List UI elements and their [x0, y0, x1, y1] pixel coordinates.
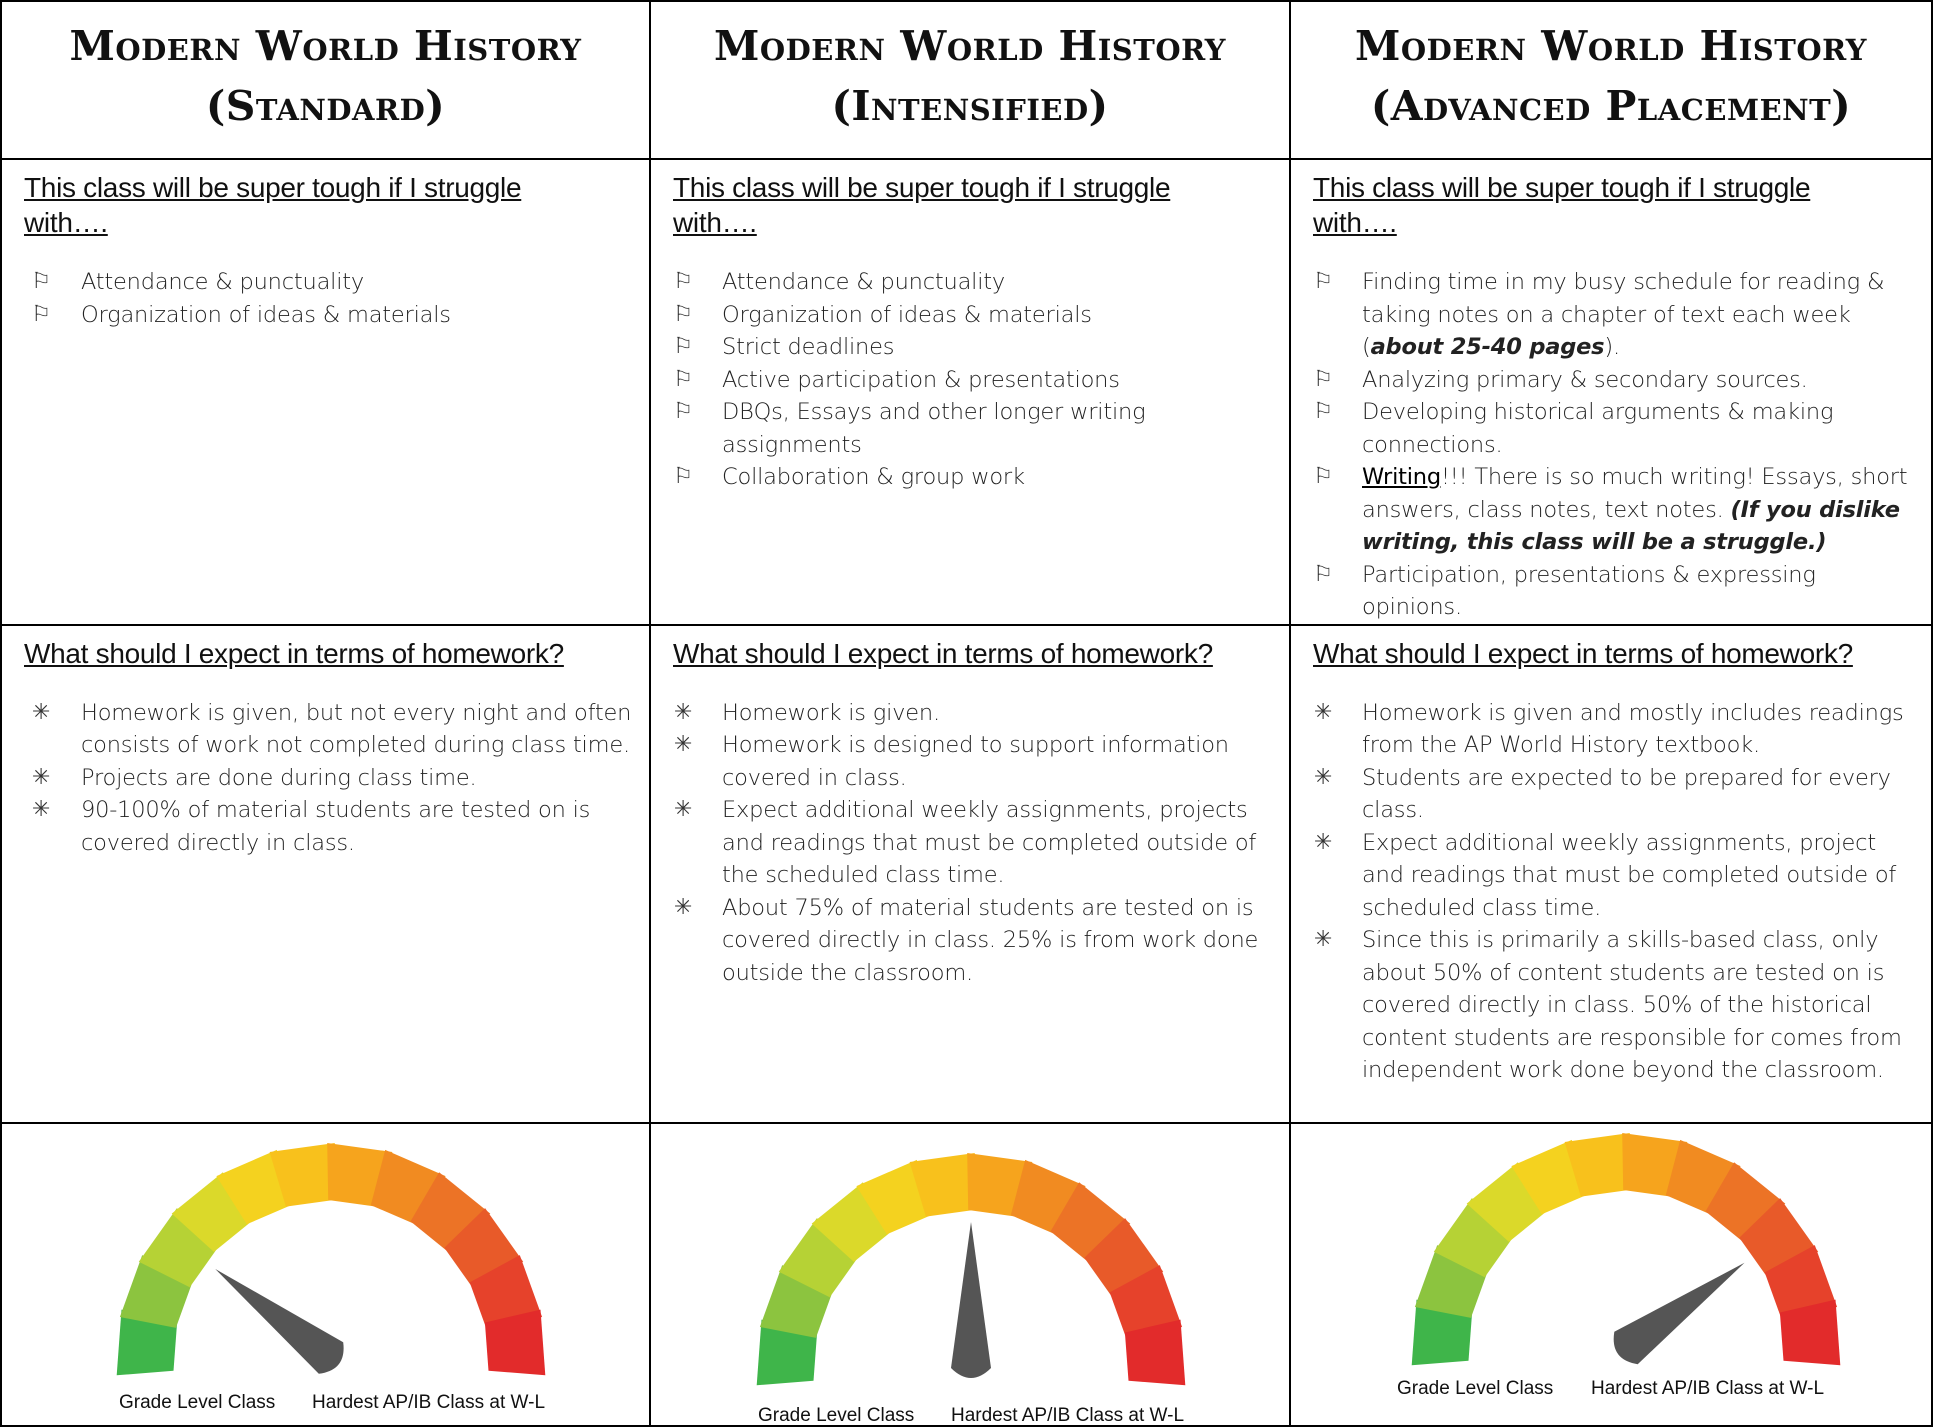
gauge-needle — [951, 1222, 991, 1378]
flag-icon: ⚐ — [673, 366, 693, 392]
asterisk-icon: ✳ — [673, 797, 693, 822]
flag-icon: ⚐ — [1313, 399, 1333, 424]
flag-icon: ⚐ — [31, 269, 51, 294]
homework-heading: What should I expect in terms of homework? — [1313, 637, 1853, 669]
struggle-list — [2, 266, 649, 331]
list-item — [2, 794, 649, 859]
struggle-heading: This class will be super tough if I struggle with…. — [673, 172, 1171, 238]
list-item — [2, 762, 649, 795]
gauge-right-label: Hardest AP/IB Class at W-L — [312, 1391, 546, 1413]
flag-icon: ⚐ — [673, 269, 693, 294]
emphasis-text: about 25-40 pages — [1370, 334, 1605, 360]
list-item — [651, 299, 1289, 332]
course-title — [651, 2, 1289, 136]
list-item-text: Organization of ideas & materials — [81, 301, 451, 328]
flag-icon: ⚐ — [673, 399, 693, 424]
title-cell-ap — [1290, 1, 1932, 159]
flag-icon: ⚐ — [1313, 366, 1333, 392]
flag-icon: ⚐ — [673, 301, 693, 327]
list-item — [1291, 697, 1931, 762]
list-item-text: Since this is primarily a skills-based class, only about 50% of content students are tested on is covered directly in class. 50% of the historical content students are responsible for comes from independent work done beyond the classroom. — [1362, 927, 1902, 1083]
list-item — [1291, 396, 1931, 461]
title-cell-intensified — [650, 1, 1290, 159]
course-title-line1: Modern World History — [714, 22, 1226, 70]
asterisk-icon: ✳ — [673, 699, 693, 725]
list-item — [1291, 924, 1931, 1087]
gauge-right-label: Hardest AP/IB Class at W-L — [1591, 1377, 1825, 1399]
flag-icon: ⚐ — [1313, 561, 1333, 587]
list-item — [2, 697, 649, 762]
gauge-row — [1, 1123, 1932, 1426]
asterisk-icon: ✳ — [1313, 699, 1333, 725]
list-item-text: Projects are done during class time. — [81, 764, 477, 791]
list-item — [651, 396, 1289, 461]
list-item-text: Homework is given. — [722, 699, 940, 726]
list-item-text: Homework is given and mostly includes readings from the AP World History textbook. — [1362, 699, 1904, 758]
homework-heading: What should I expect in terms of homework? — [24, 637, 564, 669]
flag-icon: ⚐ — [673, 334, 693, 359]
list-item — [1291, 762, 1931, 827]
gauge-cell-ap — [1290, 1123, 1932, 1426]
list-item-text: DBQs, Essays and other longer writing assignments — [722, 399, 1146, 458]
list-item-text: 90-100% of material students are tested on is covered directly in class. — [81, 797, 591, 856]
list-item — [651, 892, 1289, 990]
homework-cell-ap — [1290, 625, 1932, 1123]
homework-list — [651, 697, 1289, 990]
list-item-text: Attendance & punctuality — [81, 269, 365, 295]
struggle-cell-standard — [1, 159, 650, 625]
struggle-row — [1, 159, 1932, 625]
course-title — [1291, 2, 1931, 136]
course-title-line2: (Intensified) — [831, 82, 1109, 130]
struggle-list — [1291, 266, 1931, 624]
homework-list — [2, 697, 649, 860]
list-item — [1291, 266, 1931, 364]
list-item — [1291, 559, 1931, 624]
list-item — [1291, 461, 1931, 559]
gauge-left-label: Grade Level Class — [1397, 1377, 1554, 1399]
struggle-heading: This class will be super tough if I struggle with…. — [24, 172, 522, 238]
list-item — [651, 729, 1289, 794]
list-item — [651, 331, 1289, 364]
list-item-text: Expect additional weekly assignments, projects and readings that must be completed outside of the scheduled class time. — [722, 797, 1257, 888]
list-item-text: Students are expected to be prepared for every class. — [1362, 764, 1891, 823]
list-item-text: ). — [1604, 334, 1620, 360]
list-item — [651, 697, 1289, 730]
gauge-meter — [96, 1136, 566, 1386]
homework-cell-intensified — [650, 625, 1290, 1123]
list-item-text: Expect additional weekly assignments, project and readings that must be completed outside of scheduled class time. — [1362, 829, 1897, 921]
list-item-text: Strict deadlines — [722, 334, 895, 360]
list-item-text: Finding time in my busy schedule for reading & taking notes on a chapter of text each week ( — [1362, 269, 1885, 360]
course-title-line2: (Advanced Placement) — [1370, 82, 1852, 130]
list-item — [651, 266, 1289, 299]
list-item-text: Analyzing primary & secondary sources. — [1362, 366, 1808, 393]
homework-cell-standard — [1, 625, 650, 1123]
list-item-text: Organization of ideas & materials — [722, 301, 1092, 328]
asterisk-icon: ✳ — [1313, 927, 1333, 952]
difficulty-gauge — [651, 1124, 1289, 1425]
flag-icon: ⚐ — [31, 301, 51, 327]
course-title-line1: Modern World History — [1355, 22, 1867, 70]
list-item-text: Active participation & presentations — [722, 366, 1120, 393]
asterisk-icon: ✳ — [1313, 829, 1333, 855]
list-item-text: Homework is designed to support information covered in class. — [722, 732, 1229, 791]
list-item — [651, 364, 1289, 397]
gauge-left-label: Grade Level Class — [119, 1391, 276, 1413]
list-item — [651, 461, 1289, 494]
list-item-text: Developing historical arguments & making connections. — [1362, 399, 1834, 458]
list-item — [2, 299, 649, 332]
homework-list — [1291, 697, 1931, 1087]
list-item-text: About 75% of material students are tested on is covered directly in class. 25% is from work done outside the classroom. — [722, 894, 1259, 986]
title-cell-standard — [1, 1, 650, 159]
asterisk-icon: ✳ — [31, 764, 51, 790]
list-item-text: Attendance & punctuality — [722, 269, 1006, 295]
asterisk-icon: ✳ — [673, 732, 693, 757]
asterisk-icon: ✳ — [673, 894, 693, 920]
list-item — [2, 266, 649, 299]
gauge-right-label: Hardest AP/IB Class at W-L — [951, 1404, 1185, 1426]
gauge-cell-intensified — [650, 1123, 1290, 1426]
struggle-heading: This class will be super tough if I struggle with…. — [1313, 172, 1811, 238]
homework-row — [1, 625, 1932, 1123]
gauge-needle — [1614, 1262, 1745, 1363]
gauge-left-label: Grade Level Class — [758, 1404, 915, 1426]
course-title-line2: (Standard) — [205, 82, 446, 130]
struggle-list — [651, 266, 1289, 494]
flag-icon: ⚐ — [1313, 269, 1333, 294]
gauge-cell-standard — [1, 1123, 650, 1426]
list-item-text: Collaboration & group work — [722, 464, 1025, 490]
difficulty-gauge — [2, 1124, 649, 1425]
list-item — [1291, 364, 1931, 397]
list-item-text: !!! There is so much writing! Essays, short answers, class notes, text notes. — [1362, 464, 1908, 523]
title-row — [1, 1, 1932, 159]
struggle-cell-intensified — [650, 159, 1290, 625]
gauge-meter — [1391, 1126, 1861, 1376]
asterisk-icon: ✳ — [31, 797, 51, 822]
list-item — [651, 794, 1289, 892]
list-item — [1291, 827, 1931, 925]
course-title — [2, 2, 649, 136]
asterisk-icon: ✳ — [1313, 764, 1333, 790]
course-title-line1: Modern World History — [69, 22, 582, 70]
homework-heading: What should I expect in terms of homework? — [673, 637, 1213, 669]
emphasis-text: (If you dislike writing, this class will be a struggle.) — [1362, 496, 1900, 555]
difficulty-gauge — [1291, 1124, 1931, 1425]
flag-icon: ⚐ — [673, 464, 693, 489]
gauge-needle — [215, 1269, 343, 1374]
flag-icon: ⚐ — [1313, 464, 1333, 489]
list-item-text: Homework is given, but not every night and often consists of work not completed during class time. — [81, 699, 632, 758]
list-item-text: Participation, presentations & expressing opinions. — [1362, 561, 1816, 620]
asterisk-icon: ✳ — [31, 699, 51, 725]
struggle-cell-ap — [1290, 159, 1932, 625]
gauge-meter — [736, 1146, 1206, 1396]
underlined-text: Writing — [1362, 464, 1441, 490]
